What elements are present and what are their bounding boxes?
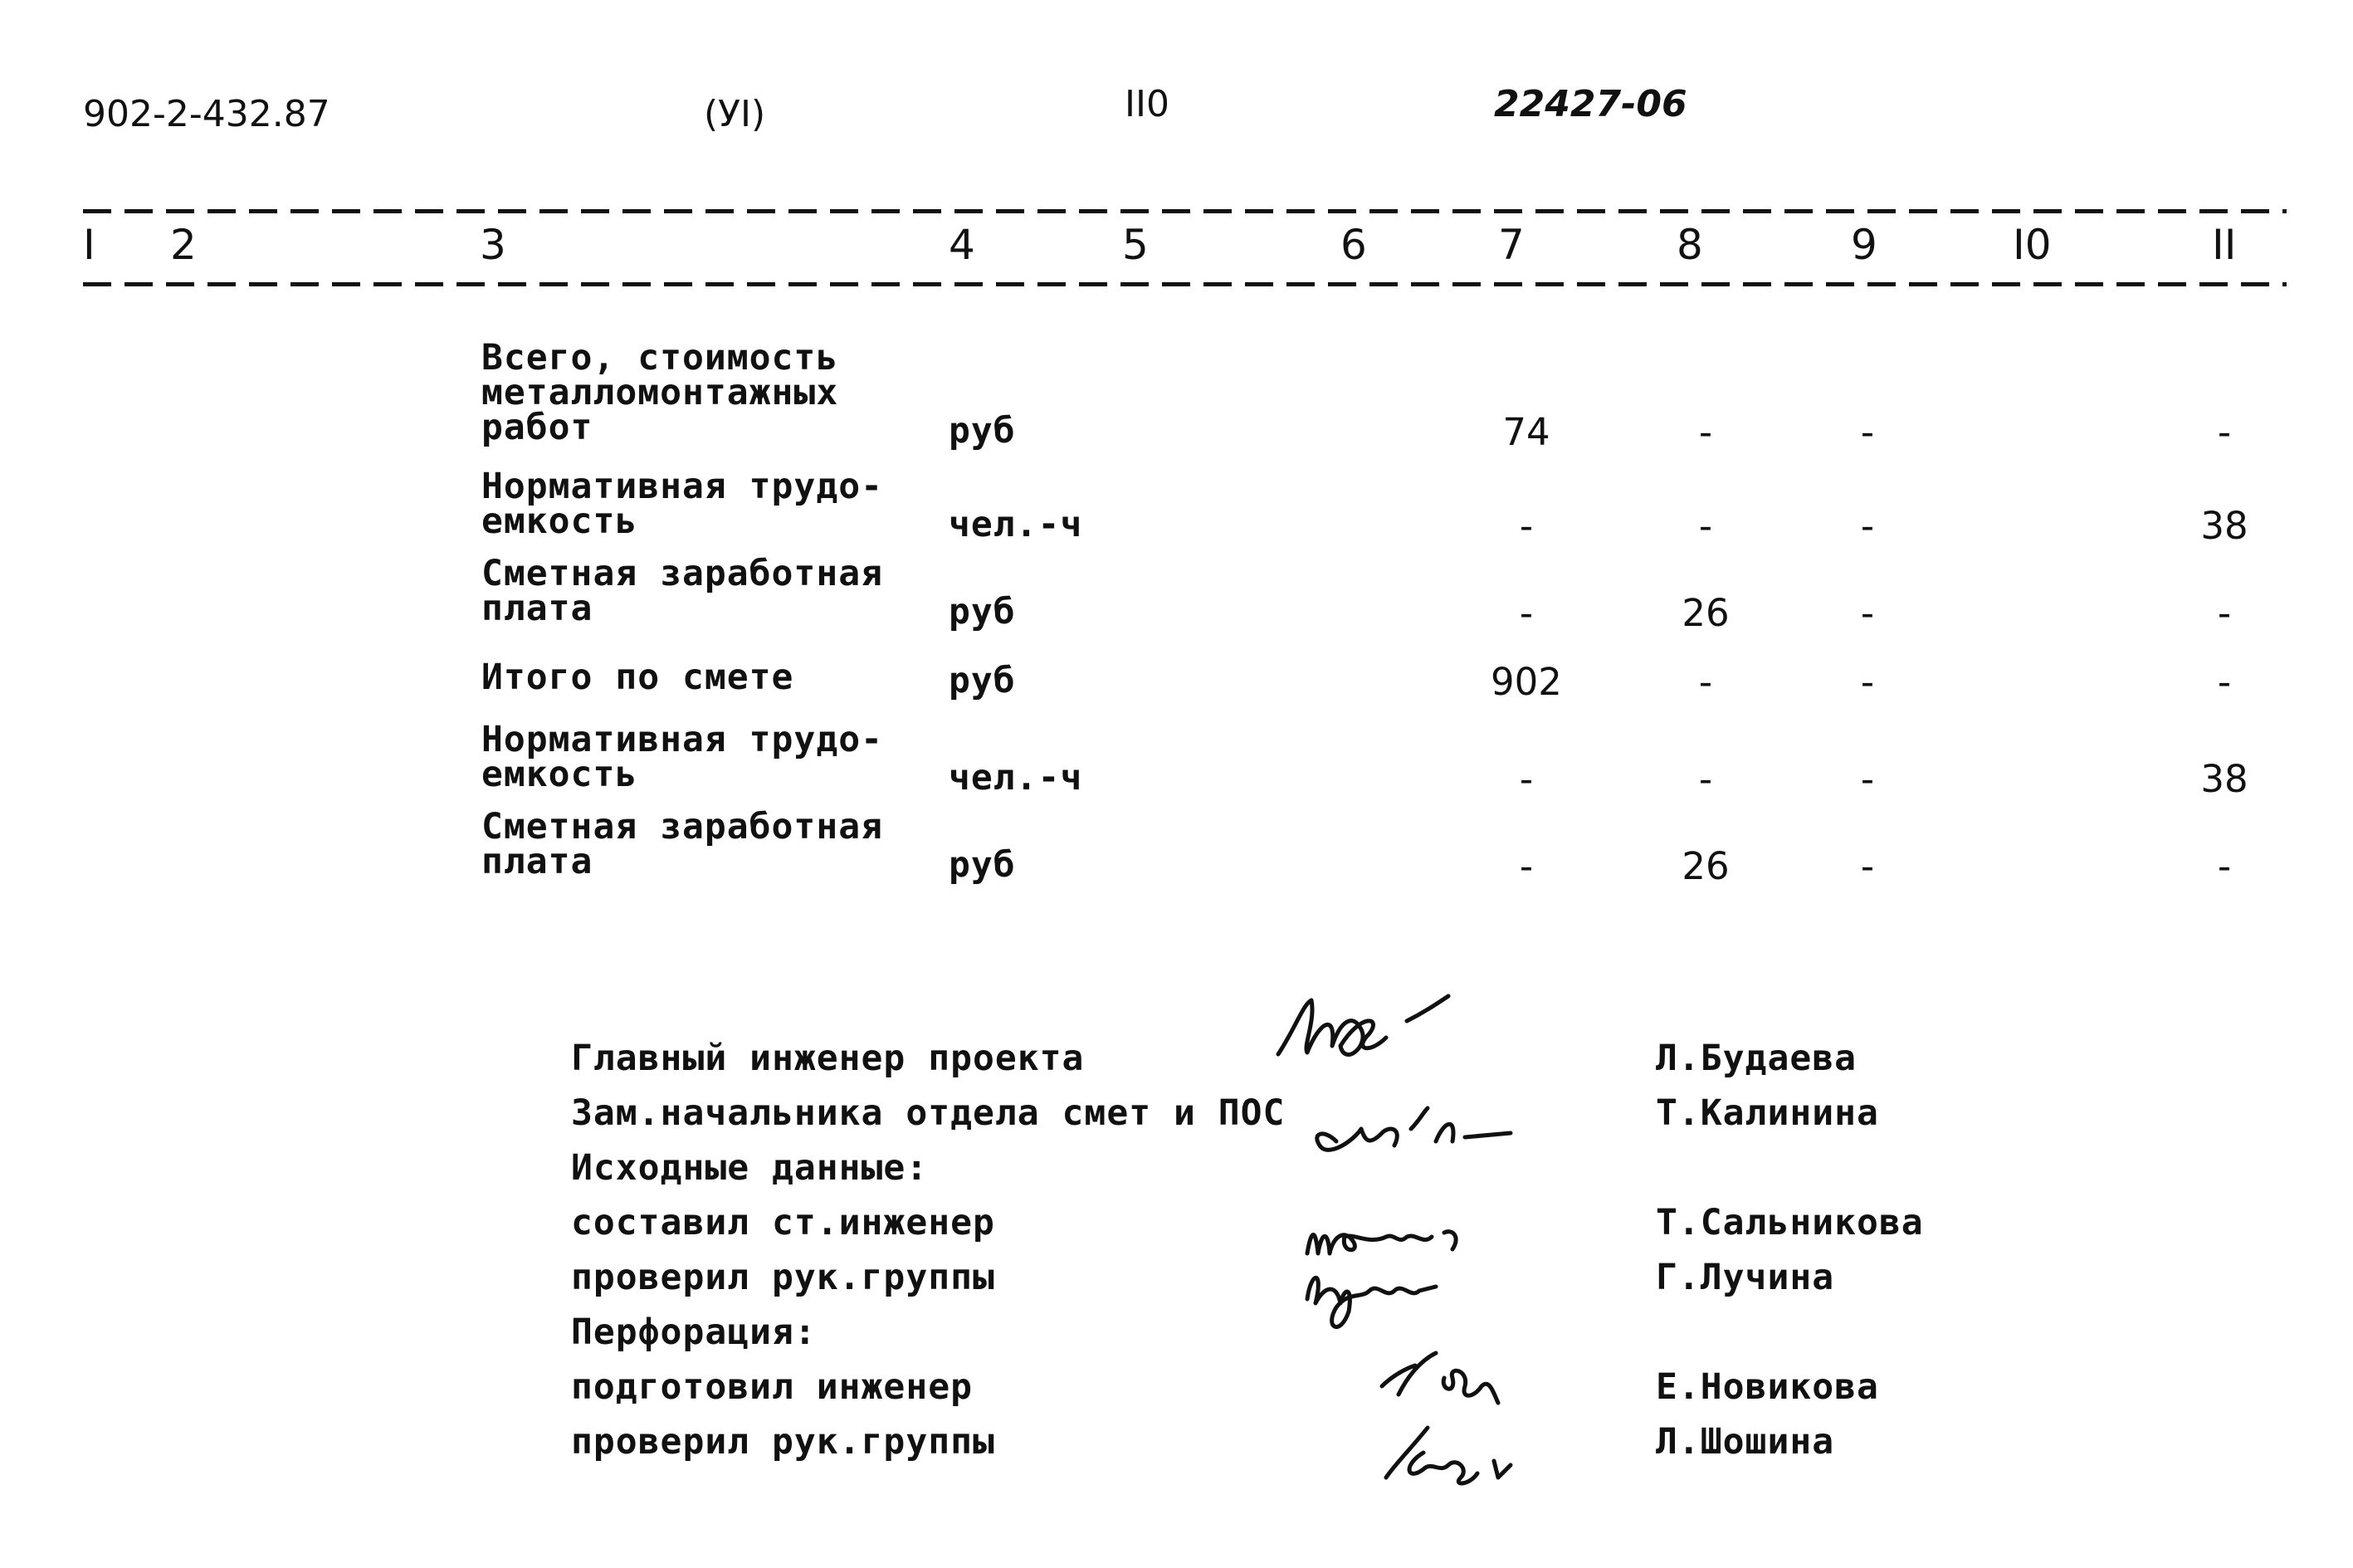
- header-rule-bottom: [83, 282, 2287, 286]
- column-header-7: 7: [1498, 221, 1525, 269]
- row-value-c7: -: [1519, 591, 1534, 635]
- row-value-c7: 902: [1491, 660, 1562, 704]
- row-label-line: емкость: [481, 754, 638, 795]
- row-label-line: плата: [481, 841, 593, 882]
- row-label-line: Итого по смете: [481, 657, 794, 698]
- row-label-line: Нормативная трудо-: [481, 466, 883, 507]
- signature-role: подготовил инженер: [571, 1366, 973, 1408]
- row-value-c9: -: [1860, 757, 1875, 801]
- row-value-c7: -: [1519, 844, 1534, 888]
- row-value-c7: 74: [1502, 410, 1550, 454]
- row-value-c9: -: [1860, 410, 1875, 454]
- row-value-c9: -: [1860, 504, 1875, 548]
- column-header-8: 8: [1677, 221, 1703, 269]
- signature-role: Главный инженер проекта: [571, 1038, 1085, 1079]
- row-value-c8: -: [1698, 660, 1713, 704]
- row-label-line: Всего, стоимость: [481, 337, 839, 379]
- row-value-c8: 26: [1682, 844, 1730, 888]
- row-value-c11: -: [2217, 660, 2232, 704]
- row-unit: руб: [949, 591, 1016, 633]
- signature-name: Т.Калинина: [1656, 1092, 1879, 1134]
- column-header-4: 4: [949, 221, 975, 269]
- row-label-line: емкость: [481, 501, 638, 542]
- handwritten-signatures: [1245, 988, 1627, 1486]
- row-label-line: Сметная заработная: [481, 553, 883, 594]
- signature-name: Г.Лучина: [1656, 1257, 1835, 1298]
- row-value-c7: -: [1519, 504, 1534, 548]
- row-unit: чел.-ч: [949, 757, 1083, 799]
- row-value-c8: -: [1698, 410, 1713, 454]
- column-header-1: I: [83, 221, 95, 269]
- page-number: II0: [1125, 83, 1169, 125]
- row-value-c7: -: [1519, 757, 1534, 801]
- signature-name: Е.Новикова: [1656, 1366, 1879, 1408]
- row-label-line: Сметная заработная: [481, 806, 883, 848]
- column-header-3: 3: [480, 221, 506, 269]
- row-value-c9: -: [1860, 660, 1875, 704]
- signature-name: Л.Шошина: [1656, 1421, 1835, 1463]
- row-value-c8: -: [1698, 757, 1713, 801]
- row-unit: руб: [949, 410, 1016, 452]
- row-unit: руб: [949, 844, 1016, 886]
- row-unit: чел.-ч: [949, 504, 1083, 545]
- row-value-c9: -: [1860, 591, 1875, 635]
- row-label-line: плата: [481, 588, 593, 629]
- signature-role: проверил рук.группы: [571, 1421, 995, 1463]
- row-value-c11: -: [2217, 844, 2232, 888]
- row-label-line: Нормативная трудо-: [481, 719, 883, 760]
- column-header-9: 9: [1851, 221, 1877, 269]
- row-value-c11: 38: [2200, 504, 2248, 548]
- row-value-c11: 38: [2200, 757, 2248, 801]
- signature-role: Зам.начальника отдела смет и ПОС: [571, 1092, 1286, 1134]
- row-value-c8: -: [1698, 504, 1713, 548]
- signature-name: Л.Будаева: [1656, 1038, 1857, 1079]
- column-header-6: 6: [1340, 221, 1367, 269]
- document-code: 902-2-432.87: [83, 93, 330, 135]
- signature-role: Перфорация:: [571, 1312, 817, 1353]
- volume-number: (УI): [704, 93, 766, 135]
- column-header-10: I0: [2013, 221, 2052, 269]
- row-value-c9: -: [1860, 844, 1875, 888]
- row-value-c11: -: [2217, 591, 2232, 635]
- column-header-5: 5: [1122, 221, 1149, 269]
- signature-name: Т.Сальникова: [1656, 1202, 1924, 1243]
- header-rule-top: [83, 209, 2287, 213]
- column-header-2: 2: [170, 221, 197, 269]
- signature-role: проверил рук.группы: [571, 1257, 995, 1298]
- signature-role: составил ст.инженер: [571, 1202, 995, 1243]
- row-value-c8: 26: [1682, 591, 1730, 635]
- row-value-c11: -: [2217, 410, 2232, 454]
- row-label-line: металломонтажных: [481, 372, 839, 413]
- inventory-number: 22427-06: [1494, 83, 1687, 125]
- row-label-line: работ: [481, 407, 593, 448]
- row-unit: руб: [949, 660, 1016, 701]
- signature-role: Исходные данные:: [571, 1147, 929, 1189]
- column-header-11: II: [2212, 221, 2237, 269]
